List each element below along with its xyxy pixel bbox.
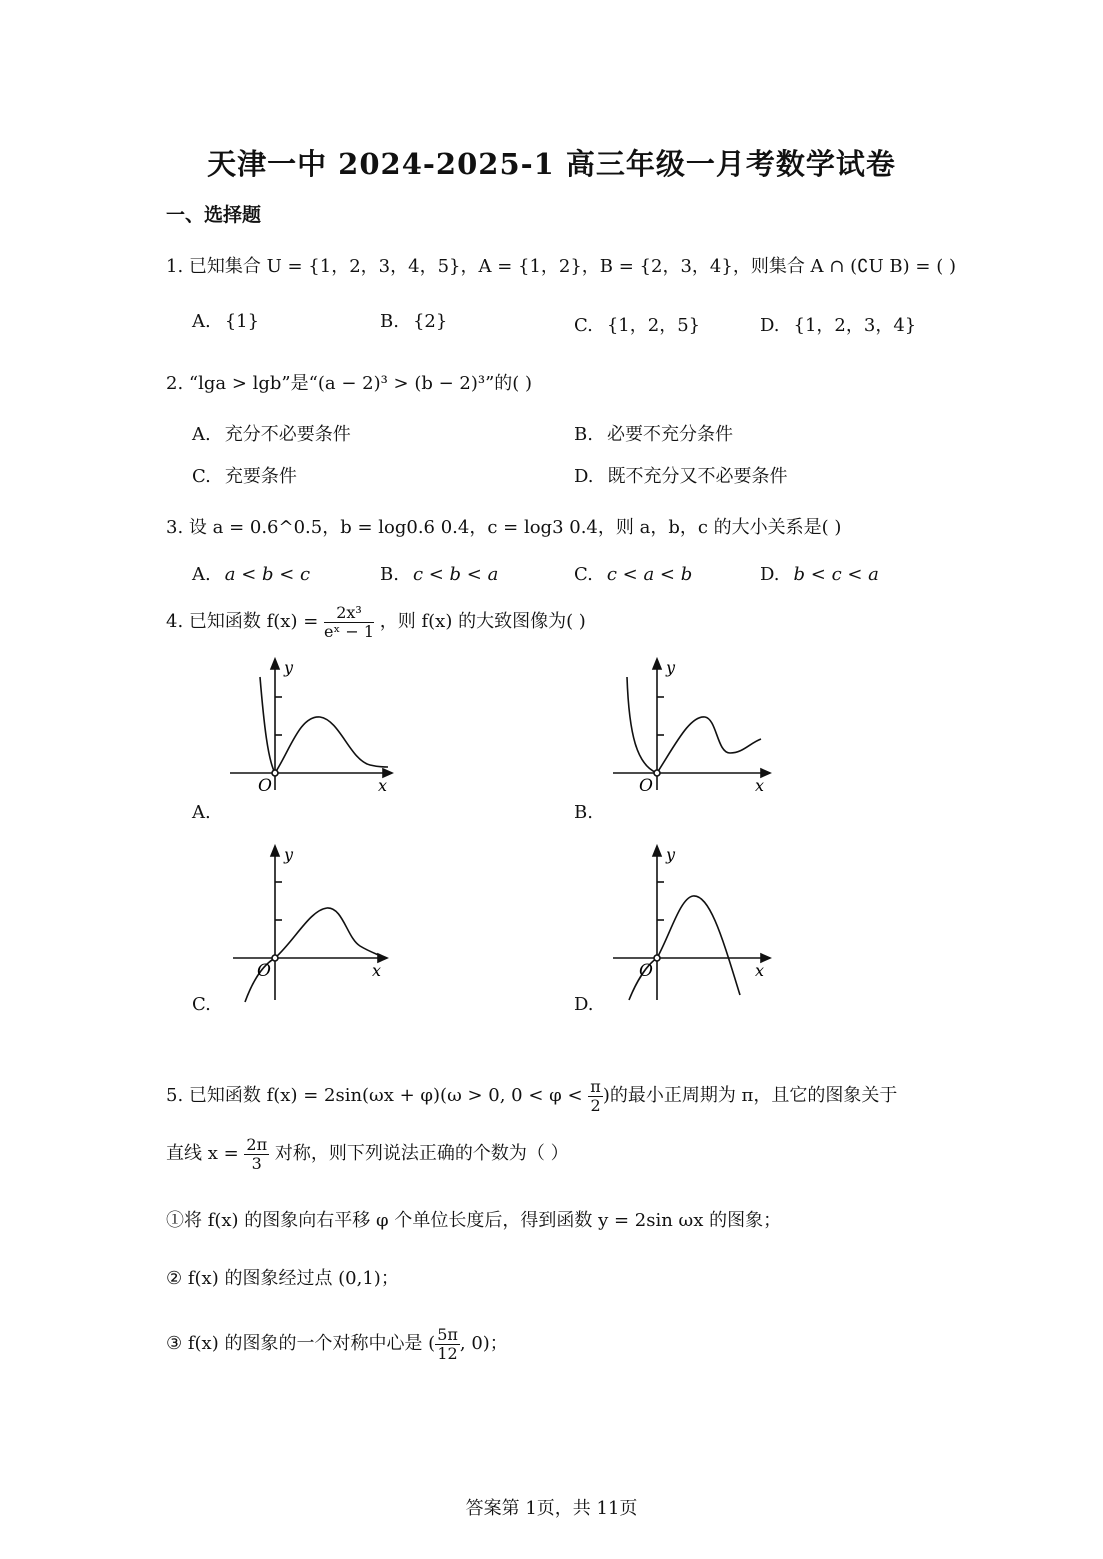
q5-statement-2: ② f(x) 的图象经过点 (0,1)； — [166, 1268, 399, 1289]
curve-a — [260, 677, 388, 773]
page-footer: 答案第 1页，共 11页 — [465, 1498, 638, 1519]
q3-option-b: B. c < b < a — [380, 564, 499, 585]
graph-d — [605, 840, 780, 1010]
question-4-stem: 4. 已知函数 f(x) = $\frac{\text{2x³}}{\text{eˣ − 1}}$ ，则 f(x) 的大致图像为( ) — [166, 603, 586, 641]
curve-c — [245, 908, 383, 1002]
graph-a — [220, 655, 400, 795]
q5-statement-3: ③ f(x) 的图象的一个对称中心是 ( $\frac{5\pi}{12}$ , 0)； — [166, 1325, 508, 1363]
q3-option-c: C. c < a < b — [574, 564, 693, 585]
section-heading: 一、选择题 — [166, 204, 262, 226]
q3-option-a: A. a < b < c — [192, 564, 311, 585]
x-label: x — [372, 961, 382, 980]
q2-option-d: D. 既不充分又不必要条件 — [574, 466, 788, 487]
graph-b — [605, 655, 785, 795]
graph-c — [225, 840, 400, 1010]
y-axis-arrow-icon — [271, 846, 279, 856]
origin-label: O — [639, 961, 653, 981]
x-label: x — [755, 776, 765, 795]
question-5-stem-line1: 5. 已知函数 f(x) = 2sin(ωx + φ)(ω > 0, 0 < φ < $\frac{\pi}{2}$ )的最小正周期为 π，且它的图象关于 — [166, 1077, 898, 1115]
q2-option-b: B. 必要不充分条件 — [574, 424, 733, 445]
q1-option-d: D. {1，2，3，4} — [760, 315, 917, 336]
origin-label: O — [639, 776, 653, 795]
q2-option-a: A. 充分不必要条件 — [192, 424, 351, 445]
graph-c-label: C. — [192, 994, 211, 1015]
q2-option-c: C. 充要条件 — [192, 466, 297, 487]
five-pi-over-12-fraction: $\frac{5\pi}{12}$ — [437, 1325, 458, 1363]
y-label: y — [666, 845, 676, 864]
question-5-stem-line2: 直线 x = $\frac{2\pi}{3}$ 对称，则下列说法正确的个数为（ ） — [166, 1135, 569, 1173]
q1-option-c: C. {1，2，5} — [574, 315, 701, 336]
y-axis-arrow-icon — [271, 659, 279, 669]
graph-a-label: A. — [192, 802, 211, 823]
origin-label: O — [258, 776, 272, 795]
two-pi-over-3-fraction: $\frac{2\pi}{3}$ — [246, 1135, 268, 1173]
graph-d-label: D. — [574, 994, 594, 1015]
origin-label: O — [257, 961, 271, 981]
q1-option-a: A. {1} — [192, 311, 260, 332]
y-label: y — [666, 658, 676, 677]
x-label: x — [755, 961, 765, 980]
y-label: y — [284, 845, 294, 864]
page-title: 天津一中 2024-2025-1 高三年级一月考数学试卷 — [207, 147, 896, 181]
question-2-stem: 2. “lga > lgb”是“(a − 2)³ > (b − 2)³”的( ) — [166, 373, 533, 394]
graph-b-label: B. — [574, 802, 593, 823]
question-1-stem: 1. 已知集合 U = {1，2，3，4，5}，A = {1，2}，B = {2，3，4}，则集合 A ∩ (∁U B) = ( ) — [166, 256, 956, 277]
q4-fraction: $\frac{\text{2x³}}{\text{eˣ − 1}}$ — [324, 603, 375, 641]
pi-over-2-fraction: $\frac{\pi}{2}$ — [590, 1077, 601, 1115]
q5-statement-1: ①将 f(x) 的图象向右平移 φ 个单位长度后，得到函数 y = 2sin ωx 的图象； — [166, 1210, 782, 1231]
curve-b — [627, 677, 761, 773]
q3-option-d: D. b < c < a — [760, 564, 879, 585]
y-axis-arrow-icon — [653, 659, 661, 669]
q1-option-b: B. {2} — [380, 311, 448, 332]
question-3-stem: 3. 设 a = 0.6^0.5，b = log0.6 0.4，c = log3 0.4，则 a，b，c 的大小关系是( ) — [166, 517, 842, 538]
x-label: x — [378, 776, 388, 795]
y-axis-arrow-icon — [653, 846, 661, 856]
y-label: y — [284, 658, 294, 677]
curve-d — [629, 896, 740, 1000]
